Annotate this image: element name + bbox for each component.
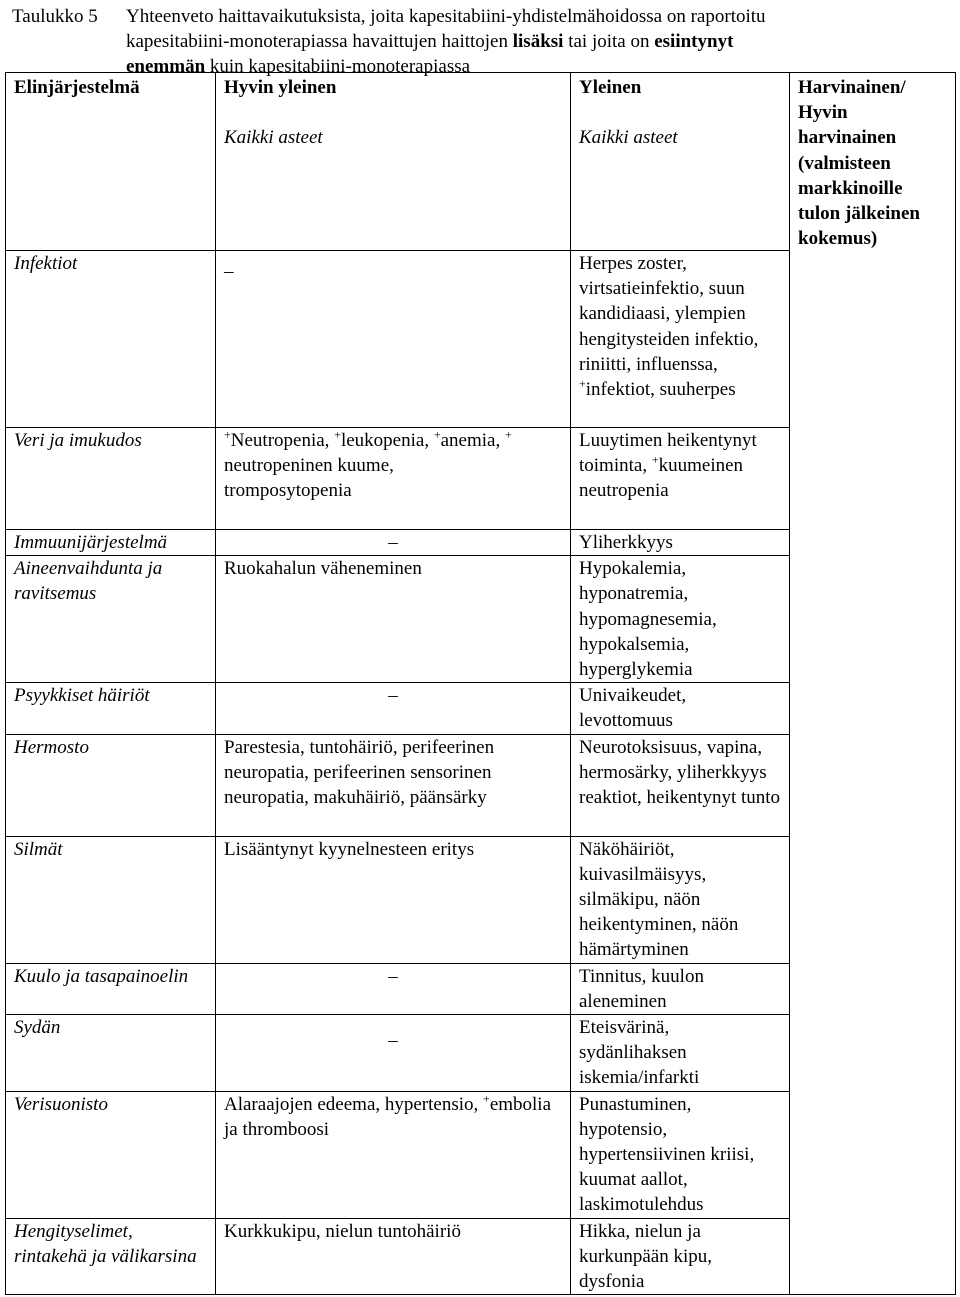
very-common-cell xyxy=(216,683,571,734)
very-common-cell xyxy=(216,1091,571,1218)
header-common xyxy=(571,73,790,251)
superscript: + xyxy=(224,427,231,442)
header-rare-line: markkinoille xyxy=(798,177,903,199)
caption-text: tai joita on xyxy=(563,31,655,52)
organ-cell: Infektiot xyxy=(6,251,216,428)
common-cell: Univaikeudet, levottomuus xyxy=(571,683,790,734)
very-common-text: embolia ja thromboosi xyxy=(224,1093,552,1140)
header-rare xyxy=(790,73,956,1295)
very-common-text: leukopenia, xyxy=(340,430,434,451)
header-rare-line: tulon jälkeinen xyxy=(798,203,920,225)
adverse-effects-table xyxy=(5,72,956,1295)
common-cell: Punastuminen, hypotensio, hypertensiivinen kriisi, kuumat aallot, laskimotulehdus xyxy=(571,1091,790,1218)
caption-bold: lisäksi xyxy=(512,31,564,52)
organ-cell: Kuulo ja tasapainoelin xyxy=(6,963,216,1014)
caption-text: kuin kapesitabiini-monoterapiassa xyxy=(205,56,471,77)
header-common-label: Yleinen xyxy=(579,77,642,98)
very-common-cell xyxy=(216,963,571,1014)
superscript: + xyxy=(651,452,659,467)
header-rare-line: (valmisteen xyxy=(798,152,891,174)
very-common-cell: Ruokahalun väheneminen xyxy=(216,556,571,683)
header-common-sub: Kaikki asteet xyxy=(579,127,678,149)
caption-bold: esiintynyt xyxy=(654,31,734,52)
dash-mark: – xyxy=(388,1030,398,1052)
organ-cell: Sydän xyxy=(6,1015,216,1092)
organ-cell: Psyykkiset häiriöt xyxy=(6,683,216,734)
caption-label: Taulukko 5 xyxy=(12,6,98,27)
superscript: + xyxy=(483,1091,490,1106)
very-common-text: Alaraajojen edeema, hypertensio, xyxy=(224,1093,484,1115)
caption-text: kapesitabiini-monoterapiassa havaittujen haittojen xyxy=(126,31,513,52)
superscript: + xyxy=(433,427,441,442)
dash-mark: – xyxy=(388,965,398,987)
common-cell: Hikka, nielun ja kurkunpään kipu, dysfonia xyxy=(571,1218,790,1295)
organ-cell: Aineenvaihdunta ja ravitsemus xyxy=(6,556,216,683)
common-text: Herpes zoster, virtsatieinfektio, suun kandidiaasi, ylempien hengitysteiden infektio, riniitti, influenssa, xyxy=(579,253,759,375)
dash-mark: – xyxy=(388,685,398,707)
very-common-cell xyxy=(216,1015,571,1092)
common-cell: Näköhäiriöt, kuivasilmäisyys, silmäkipu, näön heikentyminen, näön hämärtyminen xyxy=(571,836,790,963)
very-common-text: anemia, xyxy=(440,430,505,451)
common-cell: Yliherkkyys xyxy=(571,530,790,556)
organ-cell: Immuunijärjestelmä xyxy=(6,530,216,556)
table-caption xyxy=(12,4,952,79)
common-cell xyxy=(571,251,790,428)
common-cell: Hypokalemia, hyponatremia, hypomagnesemia, hypokalsemia, hyperglykemia xyxy=(571,556,790,683)
dash-mark: – xyxy=(388,532,398,553)
common-text: Luuytimen heikentynyt toiminta, xyxy=(579,430,757,477)
very-common-text: Neutropenia, xyxy=(230,430,335,451)
dash-mark: – xyxy=(224,261,234,282)
header-row xyxy=(6,73,956,251)
caption-bold: enemmän xyxy=(126,56,206,77)
organ-cell: Verisuonisto xyxy=(6,1091,216,1218)
superscript: + xyxy=(504,427,512,442)
organ-cell: Hermosto xyxy=(6,734,216,836)
common-cell: Neurotoksisuus, vapina, hermosärky, yliherkkyys reaktiot, heikentynyt tunto xyxy=(571,734,790,836)
header-rare-line: kokemus) xyxy=(798,228,878,250)
very-common-cell: Parestesia, tuntohäiriö, perifeerinen neuropatia, perifeerinen sensorinen neuropatia, makuhäiriö, päänsärky xyxy=(216,734,571,836)
organ-cell: Silmät xyxy=(6,836,216,963)
header-rare-line: harvinainen xyxy=(798,127,897,149)
header-organ xyxy=(6,73,216,251)
very-common-cell xyxy=(216,428,571,530)
very-common-text: neutropeninen kuume, tromposytopenia xyxy=(224,455,394,502)
header-very-common-sub: Kaikki asteet xyxy=(224,127,323,149)
organ-cell: Veri ja imukudos xyxy=(6,428,216,530)
organ-cell: Hengityselimet, rintakehä ja välikarsina xyxy=(6,1218,216,1295)
very-common-cell xyxy=(216,251,571,428)
superscript: + xyxy=(334,427,341,442)
common-cell: Tinnitus, kuulon aleneminen xyxy=(571,963,790,1014)
header-very-common-label: Hyvin yleinen xyxy=(224,77,337,98)
header-organ-label: Elinjärjestelmä xyxy=(14,77,140,98)
superscript: + xyxy=(579,376,586,391)
very-common-cell: Kurkkukipu, nielun tuntohäiriö xyxy=(216,1218,571,1295)
common-text: infektiot, suuherpes xyxy=(585,379,736,401)
common-cell: Eteisvärinä, sydänlihaksen iskemia/infarkti xyxy=(571,1015,790,1092)
caption-line1: Yhteenveto haittavaikutuksista, joita kapesitabiini-yhdistelmähoidossa on raportoitu xyxy=(126,6,766,27)
header-rare-line: Hyvin xyxy=(798,102,848,124)
common-cell xyxy=(571,428,790,530)
very-common-cell xyxy=(216,530,571,556)
very-common-cell: Lisääntynyt kyynelnesteen eritys xyxy=(216,836,571,963)
header-very-common xyxy=(216,73,571,251)
header-rare-line: Harvinainen/ xyxy=(798,77,906,98)
common-text: kuumeinen neutropenia xyxy=(579,455,744,502)
